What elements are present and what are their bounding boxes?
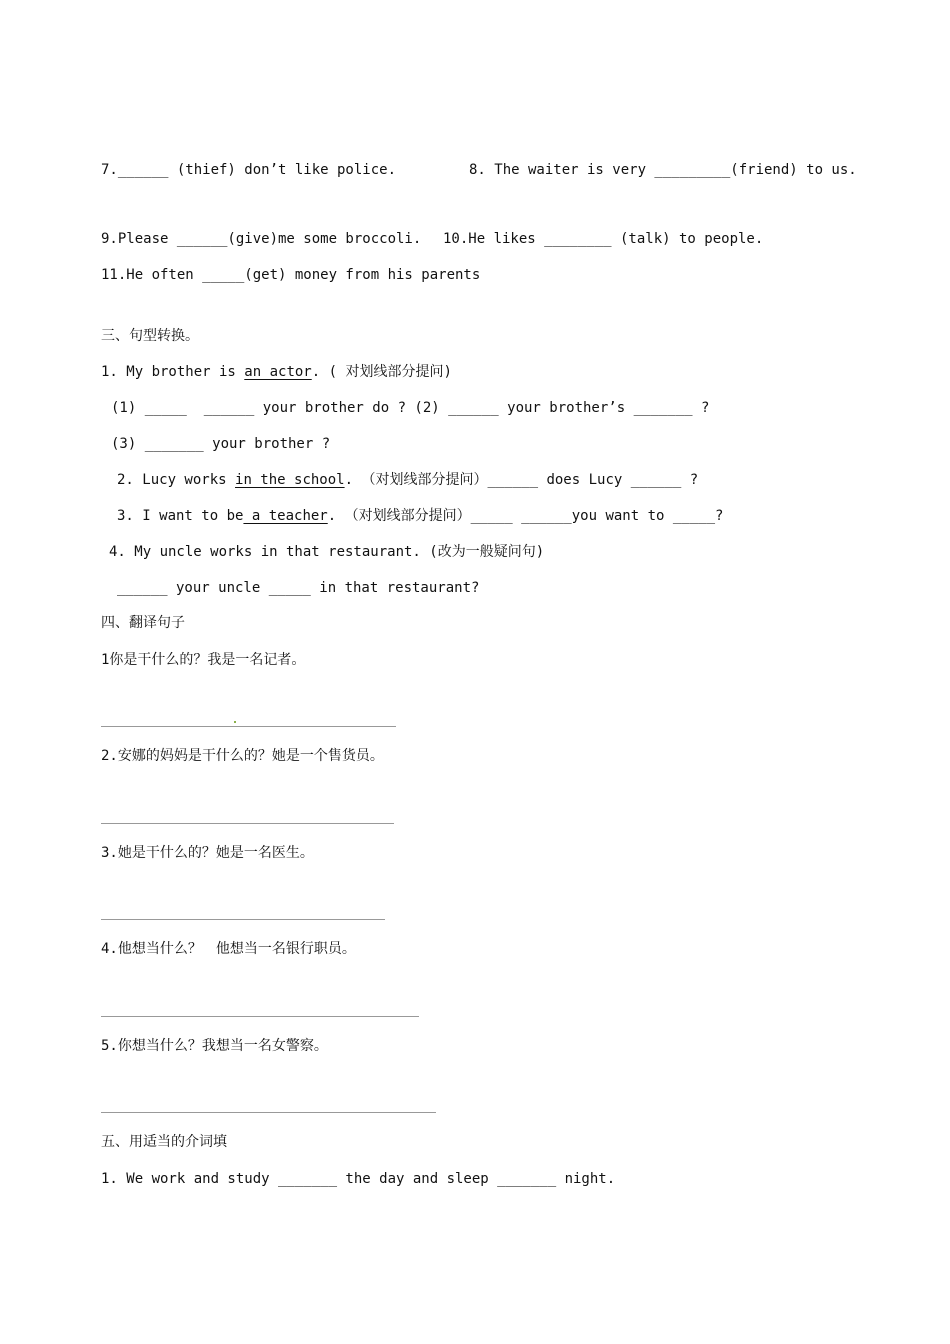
- transform-2-underlined: in the school: [235, 472, 345, 488]
- question-11: 11.He often _____(get) money from his parents: [101, 267, 481, 283]
- answer-line-4: [101, 1016, 419, 1017]
- answer-line-1: [101, 726, 396, 727]
- answer-line-2: [101, 823, 394, 824]
- translate-item-2: 2.安娜的妈妈是干什么的？她是一个售货员。: [101, 748, 384, 764]
- transform-sentence-3: [117, 506, 723, 526]
- transform-3-pre: 3. I want to be: [117, 508, 244, 524]
- transform-1-post: . ( 对划线部分提问): [311, 364, 452, 380]
- question-7: 7.______ (thief) don’t like police.: [101, 162, 397, 178]
- section-3-heading: 三、句型转换。: [101, 328, 199, 344]
- translate-item-5: 5.你想当什么？我想当一名女警察。: [101, 1038, 328, 1054]
- transform-1-blanks-b: (3) _______ your brother ?: [111, 436, 331, 452]
- stray-mark: [234, 721, 236, 723]
- transform-sentence-4: 4. My uncle works in that restaurant. (改为一般疑问句): [109, 544, 545, 560]
- transform-3-underlined: a teacher: [243, 508, 328, 524]
- transform-1-pre: 1. My brother is: [101, 364, 245, 380]
- question-10: 10.He likes ________ (talk) to people.: [443, 231, 764, 247]
- translate-item-3: 3.她是干什么的？她是一名医生。: [101, 845, 314, 861]
- transform-1-blanks-a: (1) _____ ______ your brother do ? (2) ______ your brother’s _______ ?: [111, 400, 710, 416]
- translate-item-4: 4.他想当什么？ 他想当一名银行职员。: [101, 941, 356, 957]
- preposition-sentence-1: 1. We work and study _______ the day and sleep _______ night.: [101, 1171, 616, 1187]
- question-9: 9.Please ______(give)me some broccoli.: [101, 231, 422, 247]
- question-8: 8. The waiter is very _________(friend) to us.: [469, 162, 857, 178]
- answer-line-5: [101, 1112, 436, 1113]
- transform-3-post: . （对划线部分提问）_____ ______you want to _____?: [327, 508, 724, 524]
- translate-item-1: 1你是干什么的？我是一名记者。: [101, 652, 306, 668]
- transform-2-pre: 2. Lucy works: [117, 472, 236, 488]
- transform-2-post: . （对划线部分提问）______ does Lucy ______ ?: [344, 472, 699, 488]
- section-4-heading: 四、翻译句子: [101, 615, 185, 631]
- section-5-heading: 五、用适当的介词填: [101, 1134, 227, 1150]
- transform-sentence-1: [101, 362, 452, 382]
- transform-1-underlined: an actor: [244, 364, 312, 380]
- transform-sentence-2: [117, 470, 698, 490]
- answer-line-3: [101, 919, 385, 920]
- transform-4-blanks: ______ your uncle _____ in that restaurant?: [117, 580, 480, 596]
